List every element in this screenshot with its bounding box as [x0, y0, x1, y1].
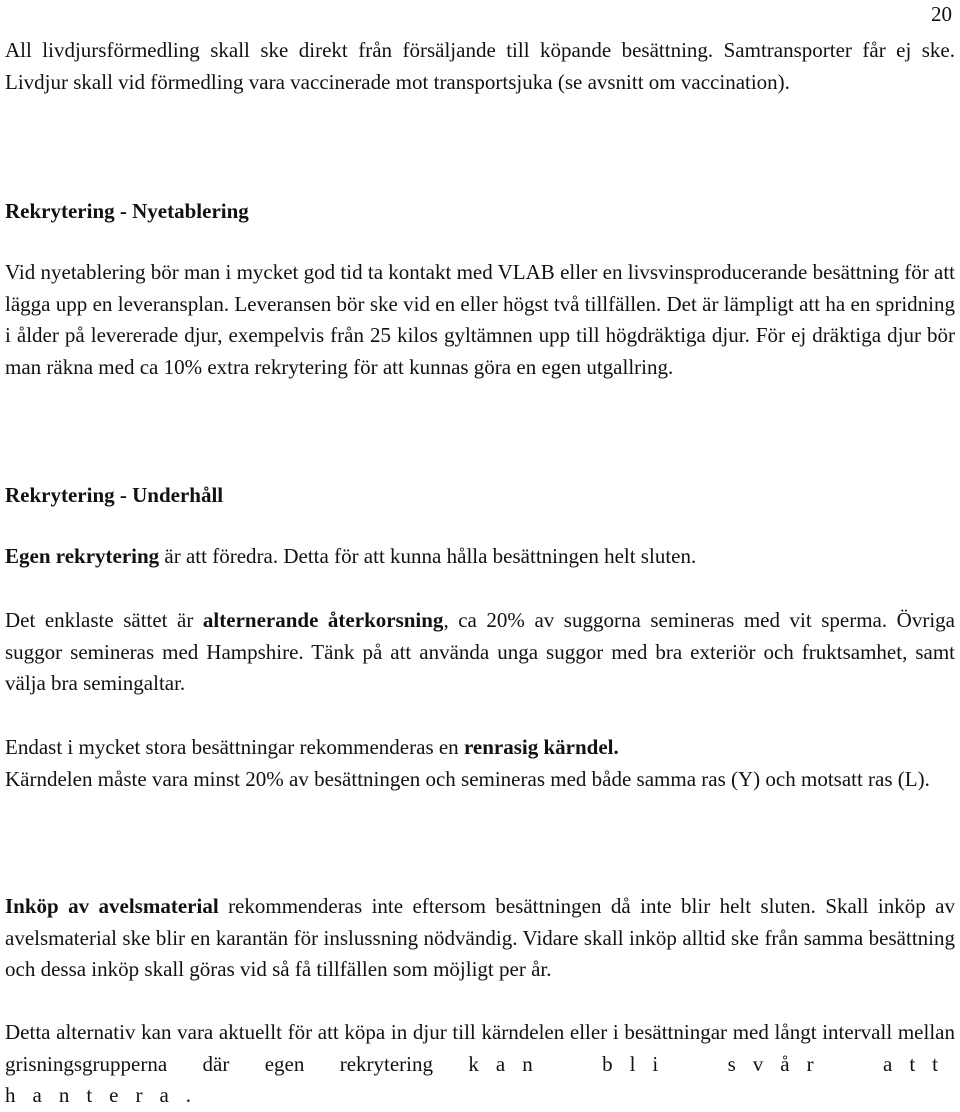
paragraph-detta-alternativ	[5, 1017, 955, 1112]
text-detta-alternativ: Detta alternativ kan vara aktuellt för att köpa in djur till kärndelen eller i besättningar med långt intervall mellan grisningsgrupperna där egen rekrytering	[5, 1020, 955, 1076]
text-inkop: rekommenderas inte eftersom besättningen då inte blir helt sluten. Skall inköp av avelsmaterial ske blir en karantän för inslussning nödvändig. Vidare skall inköp alltid ske från samma besättning och dessa inköp skall göras vid så få tillfällen som möjligt per år.	[5, 894, 955, 981]
heading-underhall: Rekrytering - Underhåll	[5, 483, 224, 507]
bold-inkop-avelsmaterial: Inköp av avelsmaterial	[5, 894, 219, 918]
text-karndel-start: Endast i mycket stora besättningar rekommenderas en	[5, 735, 464, 759]
bold-egen-rekrytering: Egen rekrytering	[5, 544, 160, 568]
paragraph-inkop	[5, 891, 955, 986]
paragraph-nyetablering: Vid nyetablering bör man i mycket god tid ta kontakt med VLAB eller en livsvinsproducerande besättning för att lägga upp en leveransplan. Leveransen bör ske vid en eller högst två tillfällen. Det är lämpligt att ha en spridning i ålder på levererade djur, exempelvis från 25 kilos gyltämnen upp till högdräktiga djur. För ej dräktiga djur bör man räkna med ca 10% extra rekrytering för att kunnas göra en egen utgallring.	[5, 260, 955, 379]
bold-alternerande-aterkorsning: alternerande återkorsning	[202, 608, 444, 632]
text-egen-rekrytering: är att föredra. Detta för att kunna hålla besättningen helt sluten.	[159, 544, 697, 568]
page-number: 20	[931, 2, 952, 26]
heading-nyetablering: Rekrytering - Nyetablering	[5, 199, 249, 223]
paragraph-alternerande	[5, 605, 955, 700]
document-page	[5, 0, 955, 1107]
bold-renrasig-karndel: renrasig kärndel.	[463, 735, 619, 759]
paragraph-egen-rekrytering	[5, 541, 955, 573]
paragraph-karndel-intro	[5, 732, 955, 764]
paragraph-livdjursformedling: All livdjursförmedling skall ske direkt från försäljande till köpande besättning. Samtransporter får ej ske. Livdjur skall vid förmedling vara vaccinerade mot transportsjuka (se avsnitt om vaccination).	[5, 38, 955, 94]
paragraph-karndel: Kärndelen måste vara minst 20% av besättningen och semineras med både samma ras (Y) och motsatt ras (L).	[5, 767, 930, 791]
text-spaced-ending: kan bli svår att hantera.	[5, 1051, 955, 1107]
text-alternerande-start: Det enklaste sättet är	[5, 608, 203, 632]
text-alternerande-rest: , ca 20% av suggorna semineras med vit sperma. Övriga suggor semineras med Hampshire. Tänk på att använda unga suggor med bra exteriör och fruktsamhet, samt välja bra semingaltar.	[5, 608, 955, 695]
